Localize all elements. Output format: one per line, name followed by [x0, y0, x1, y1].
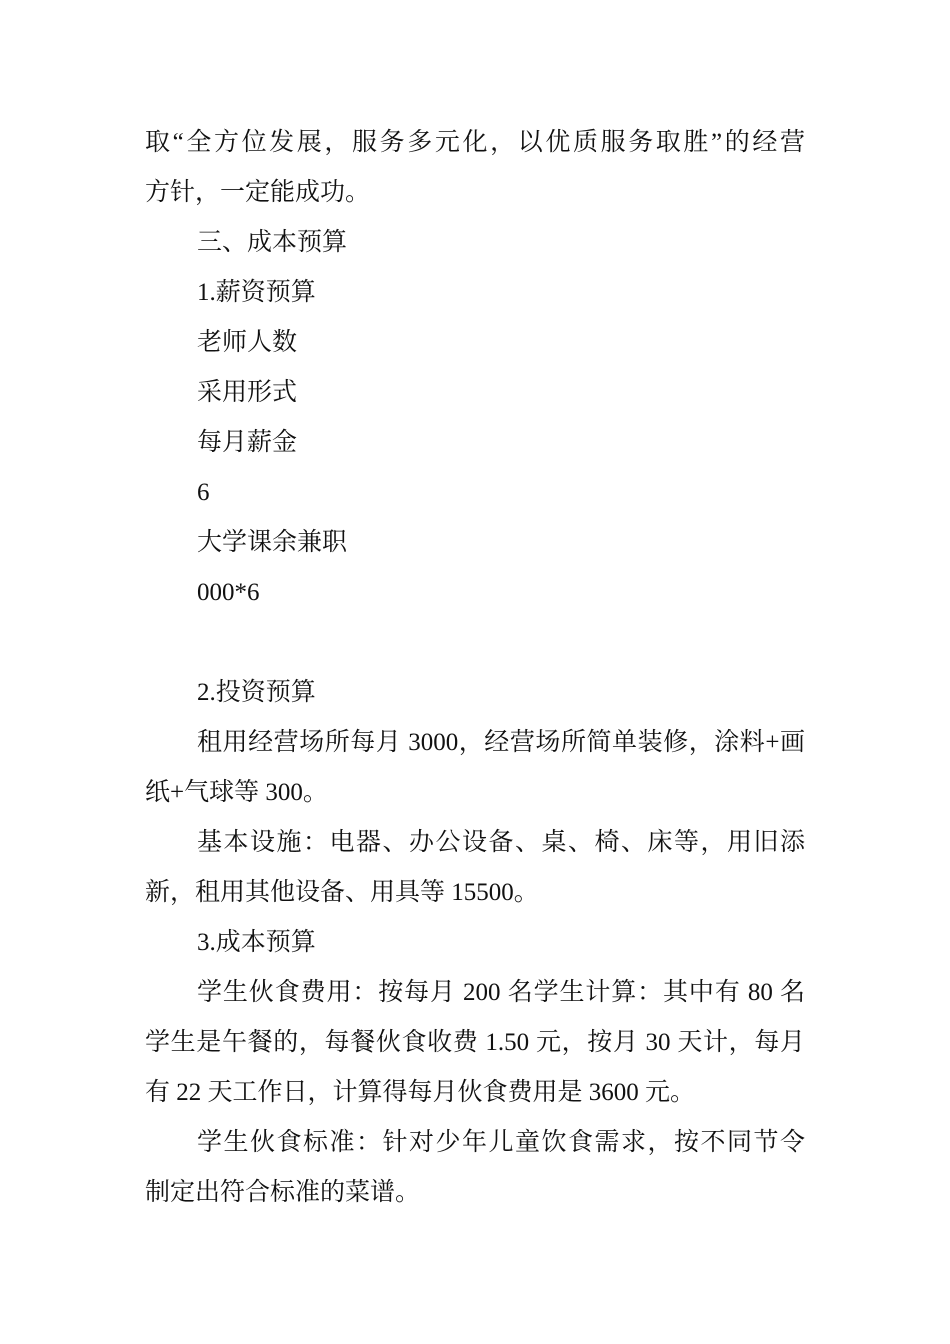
paragraph-line: 学生是午餐的，每餐伙食收费 1.50 元，按月 30 天计，每月: [145, 1029, 805, 1056]
table-header-cell: 每月薪金: [197, 429, 298, 456]
subsection-heading: 1.薪资预算: [197, 279, 316, 306]
paragraph-line: 纸+气球等 300。: [145, 779, 328, 806]
subsection-heading: 2.投资预算: [197, 679, 316, 706]
paragraph-line: 学生伙食标准：针对少年儿童饮食需求，按不同节令: [197, 1129, 805, 1156]
table-cell: 大学课余兼职: [197, 529, 348, 556]
spacer: [145, 618, 805, 668]
section-heading: 三、成本预算: [197, 229, 348, 256]
paragraph-line: 取“全方位发展，服务多元化，以优质服务取胜”的经营: [145, 129, 805, 156]
subsection-heading: 3.成本预算: [197, 929, 316, 956]
paragraph-line: 基本设施：电器、办公设备、桌、椅、床等，用旧添: [197, 829, 805, 856]
paragraph-line: 有 22 天工作日，计算得每月伙食费用是 3600 元。: [145, 1079, 696, 1106]
paragraph-line: 学生伙食费用：按每月 200 名学生计算：其中有 80 名: [197, 979, 805, 1006]
paragraph-line: 新，租用其他设备、用具等 15500。: [145, 879, 539, 906]
paragraph-line: 方针，一定能成功。: [145, 179, 371, 206]
paragraph-line: 租用经营场所每月 3000，经营场所简单装修，涂料+画: [197, 729, 805, 756]
table-header-cell: 老师人数: [197, 329, 298, 356]
paragraph-line: 制定出符合标准的菜谱。: [145, 1179, 421, 1206]
document-page: [145, 118, 805, 1218]
table-header-cell: 采用形式: [197, 379, 298, 406]
table-cell: 6: [197, 479, 210, 506]
table-cell: 000*6: [197, 579, 260, 606]
